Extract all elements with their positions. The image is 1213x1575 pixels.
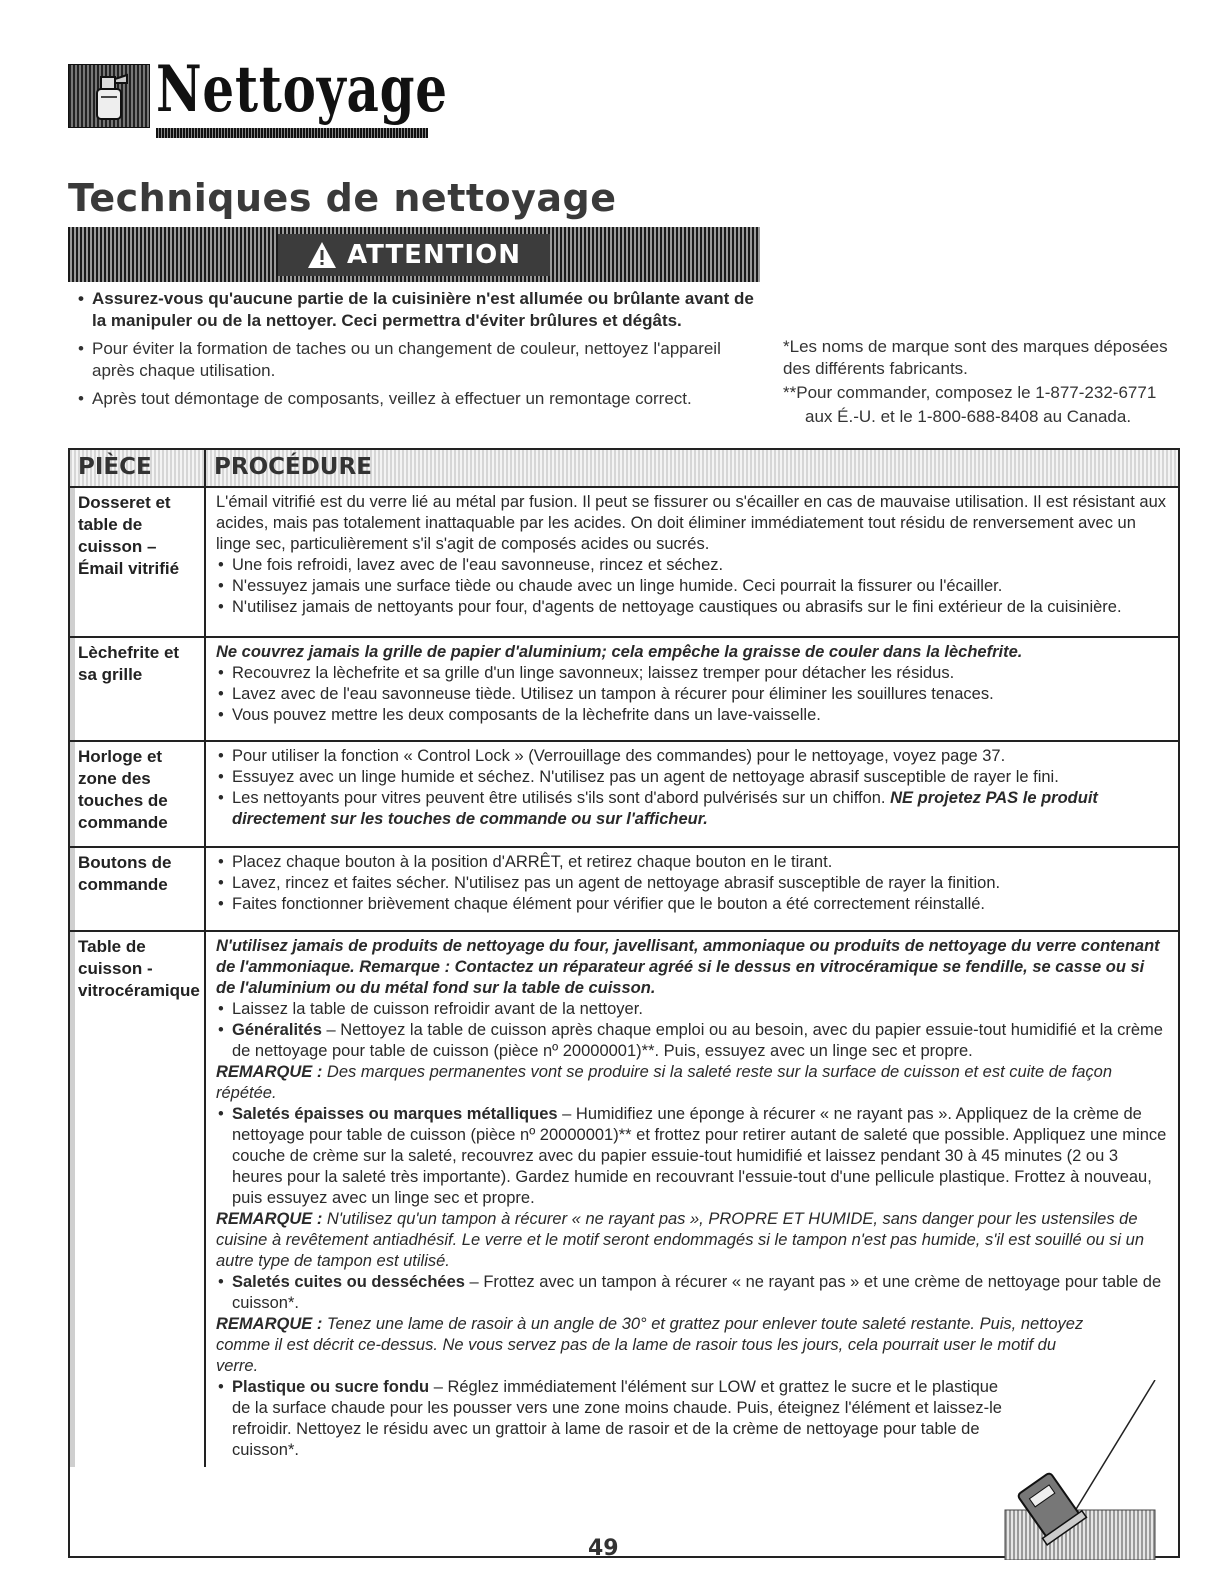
attention-label [278,234,550,276]
item-label: Plastique ou sucre fondu [232,1378,430,1396]
list-item: • Laissez la table de cuisson refroidir avant de la nettoyer. [216,999,1168,1020]
item-text: – Réglez immédiatement l'élément sur LOW et grattez le sucre et le plastique de la surface chaude pour les pousser vers une zone moins chaude. Puis, éteignez l'élément et laissez-le refroidir. Nettoyez le résidu avec un grattoir à lame de rasoir et de la crème de nettoyage pour table de cuisson*. [232,1378,1002,1459]
footnotes [783,336,1183,430]
remark [216,1062,1168,1104]
remark-text: Tenez une lame de rasoir à un angle de 30° et grattez pour enlever toute saleté restante. Puis, nettoyez comme il est décrit ce-dessus. Ne vous servez pas de la lame de rasoir tous les jours, cela pourrait user le motif du verre. [216,1315,1084,1375]
table-header [70,450,1178,488]
row-piece: Horloge et zone des touches de commande [70,742,206,846]
list-item [216,1020,1168,1062]
row-piece: Lèchefrite et sa grille [70,638,206,740]
attention-item: • Assurez-vous qu'aucune partie de la cuisinière n'est allumée ou brûlante avant de la manipuler ou de la nettoyer. Ceci permettra d'éviter brûlures et dégâts. [78,288,760,332]
list-item [216,1104,1168,1209]
section-title: Techniques de nettoyage [68,176,617,220]
list-item: • N'essuyez jamais une surface tiède ou chaude avec un linge humide. Ceci pourrait la fissurer ou l'écailler. [216,576,1168,597]
razor-scraper-illustration [985,1380,1165,1560]
row-piece: Dosseret et table de cuisson – Émail vitrifié [70,488,206,636]
row-piece: Boutons de commande [70,848,206,930]
remark [216,1209,1168,1272]
order-note-line2: aux É.-U. et le 1-800-688-8408 au Canada. [805,407,1132,426]
warning-triangle-icon [307,241,337,269]
remark [216,1314,1168,1377]
list-item: • Vous pouvez mettre les deux composants de la lèchefrite dans un lave-vaisselle. [216,705,1168,726]
attention-item: • Après tout démontage de composants, veillez à effectuer un remontage correct. [78,388,760,410]
list-item [216,1272,1168,1314]
title-underline [156,128,428,138]
row-procedure [206,488,1178,636]
row-piece: Table de cuisson - vitrocéramique [70,932,206,1467]
item-label: Saletés cuites ou desséchées [232,1273,465,1291]
list-item [216,788,1168,830]
table-row [70,638,1178,742]
list-item [216,1377,1018,1461]
chapter-title: Nettoyage [156,52,448,127]
remark-text: Des marques permanentes vont se produire si la saleté reste sur la surface de cuisson et est cuite de façon répétée. [216,1063,1113,1102]
remark-label: REMARQUE : [216,1315,323,1333]
row-procedure [206,638,1178,740]
table-row [70,848,1178,932]
attention-box [68,227,760,416]
remark-text: N'utilisez qu'un tampon à récurer « ne rayant pas », PROPRE ET HUMIDE, sans danger pour les ustensiles de cuisine à revêtement antiadhésif. Le verre et le motif seront endommagés si le tampon n'est pas humide, s'il est souillé ou si un autre type de tampon est utilisé. [216,1210,1145,1270]
attention-banner [68,227,760,282]
remark-label: REMARQUE : [216,1210,323,1228]
table-row [70,488,1178,638]
remark-label: REMARQUE : [216,1063,323,1081]
trademark-note: *Les noms de marque sont des marques déposées des différents fabricants. [783,337,1168,378]
row-procedure [206,742,1178,846]
bullet-warning: NE projetez PAS le produit directement sur les touches de commande ou sur l'afficheur. [232,789,1098,828]
spray-bottle-icon [68,64,150,128]
attention-list [68,282,760,410]
bullet-text: Les nettoyants pour vitres peuvent être utilisés s'ils sont d'abord pulvérisés sur un chiffon. [232,789,886,807]
attention-item: • Pour éviter la formation de taches ou un changement de couleur, nettoyez l'appareil après chaque utilisation. [78,338,760,382]
item-text: – Nettoyez la table de cuisson après chaque emploi ou au besoin, avec du papier essuie-tout humidifié et la crème de nettoyage pour table de cuisson (pièce nº 20000001)**. Puis, essuyez avec un linge sec et propre. [232,1021,1163,1060]
list-item: • Essuyez avec un linge humide et séchez. N'utilisez pas un agent de nettoyage abrasif susceptible de rayer le fini. [216,767,1168,788]
table-row [70,742,1178,848]
list-item: • Placez chaque bouton à la position d'ARRÊT, et retirez chaque bouton en le tirant. [216,852,1168,873]
row-warning: N'utilisez jamais de produits de nettoyage du four, javellisant, ammoniaque ou produits de nettoyage du verre contenant de l'ammoniaque. Remarque : Contactez un réparateur agréé si le dessus en vitrocéramique se fendille, se casse ou si de l'aluminium ou du métal fond sur la table de cuisson. [216,937,1160,997]
list-item: • Lavez, rincez et faites sécher. N'utilisez pas un agent de nettoyage abrasif susceptible de rayer la finition. [216,873,1168,894]
list-item: • Recouvrez la lèchefrite et sa grille d'un linge savonneux; laissez tremper pour détacher les résidus. [216,663,1168,684]
attention-title: ATTENTION [347,240,521,270]
list-item: • Faites fonctionner brièvement chaque élément pour vérifier que le bouton a été correctement réinstallé. [216,894,1168,915]
list-item: • N'utilisez jamais de nettoyants pour four, d'agents de nettoyage caustiques ou abrasifs sur le fini extérieur de la cuisinière. [216,597,1168,618]
item-label: Généralités [232,1021,322,1039]
row-intro: L'émail vitrifié est du verre lié au métal par fusion. Il peut se fissurer ou s'écailler en cas de mauvaise utilisation. Il est résistant aux acides, mais pas totalement inattaquable par les acides. On doit éliminer immédiatement tout résidu de renversement avec un linge sec, particulièrement s'il s'agit de composés acides ou sucrés. [216,493,1166,553]
row-procedure [206,848,1178,930]
chapter-header [68,52,448,140]
row-warning: Ne couvrez jamais la grille de papier d'aluminium; cela empêche la graisse de couler dans la lèchefrite. [216,643,1023,661]
column-header-piece: PIÈCE [70,450,206,486]
list-item: • Pour utiliser la fonction « Control Lock » (Verrouillage des commandes) pour le nettoyage, voyez page 37. [216,746,1168,767]
column-header-procedure: PROCÉDURE [214,454,372,480]
item-text: – Humidifiez une éponge à récurer « ne rayant pas ». Appliquez de la crème de nettoyage pour table de cuisson (pièce nº 20000001)** et frottez pour retirer autant de saleté que possible. Appliquez une mince couche de crème sur la saleté, recouvrez avec du papier essuie-tout humidifié et laissez pendant 30 à 45 minutes (2 ou 3 heures pour la saleté très importante). Gardez humide en recouvrant l'essuie-tout d'une pellicule plastique. Frottez à nouveau, puis essuyez avec un linge sec et propre. [232,1105,1167,1207]
item-text: – Frottez avec un tampon à récurer « ne rayant pas » et une crème de nettoyage pour table de cuisson*. [232,1273,1162,1312]
item-label: Saletés épaisses ou marques métalliques [232,1105,558,1123]
list-item: • Lavez avec de l'eau savonneuse tiède. Utilisez un tampon à récurer pour éliminer les souillures tenaces. [216,684,1168,705]
list-item: • Une fois refroidi, lavez avec de l'eau savonneuse, rincez et séchez. [216,555,1168,576]
page-number: 49 [588,1536,619,1561]
order-note-line1: **Pour commander, composez le 1-877-232-6771 [783,383,1157,402]
